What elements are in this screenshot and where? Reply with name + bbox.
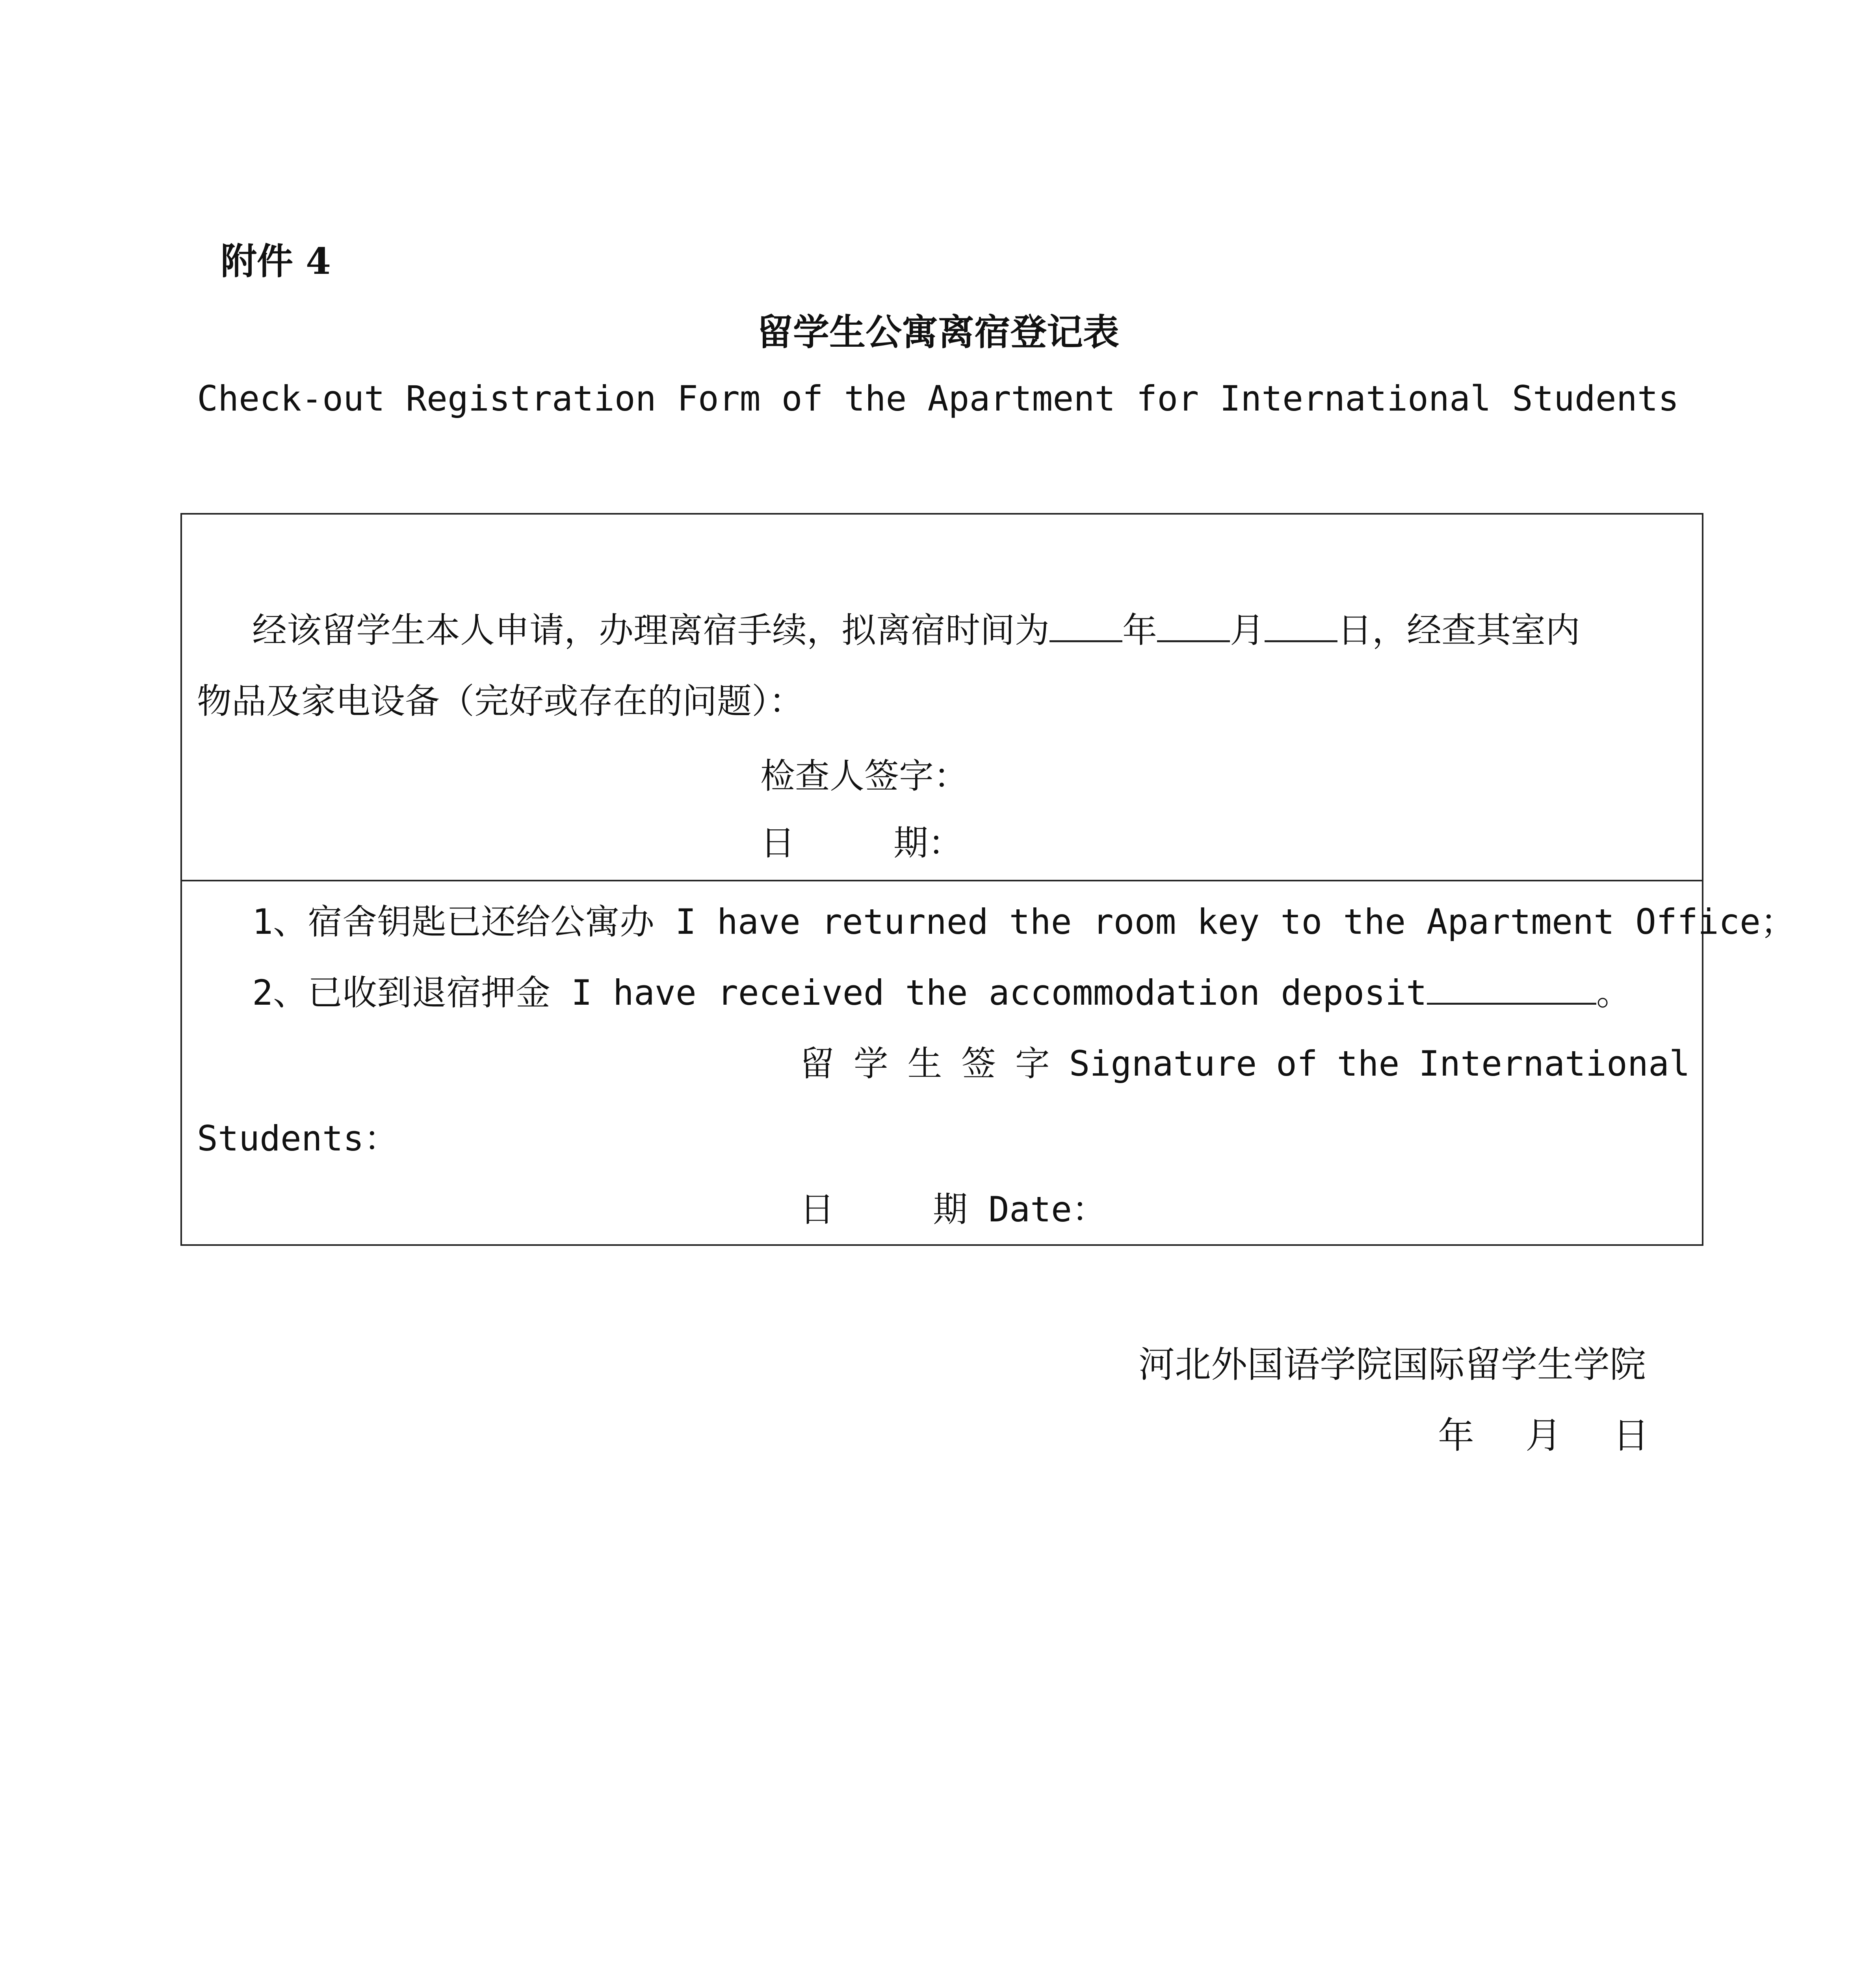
- signature-word: 签: [961, 1043, 996, 1084]
- inspection-date-label-2: 期：: [893, 823, 963, 863]
- signature-word: the: [1337, 1043, 1400, 1084]
- attachment-label: 附件 4: [221, 240, 331, 282]
- inspection-date-row: [760, 820, 963, 867]
- student-signature-label: [800, 1040, 1690, 1087]
- signature-word: International: [1419, 1043, 1690, 1084]
- deposit-received-text: 2、已收到退宿押金 I have received the accommodation deposit: [252, 972, 1427, 1013]
- student-signature-label-cont: Students：: [197, 1118, 399, 1159]
- form-title-english: Check-out Registration Form of the Apartment for International Students: [197, 378, 1679, 419]
- school-name: 河北外国语学院国际留学生学院: [1139, 1344, 1646, 1386]
- inspection-date-label-1: 日: [760, 823, 795, 863]
- signature-word: Signature: [1069, 1043, 1257, 1084]
- signature-word: of: [1276, 1043, 1318, 1084]
- signature-word: 字: [1015, 1043, 1050, 1084]
- checkout-month-field[interactable]: [1157, 609, 1230, 642]
- footer-month: 月: [1525, 1414, 1562, 1457]
- signature-word: 留: [800, 1043, 835, 1084]
- student-date-row: [800, 1186, 1107, 1233]
- signature-word: 学: [853, 1043, 888, 1084]
- deposit-received-statement: [252, 969, 1631, 1017]
- inspection-items-text: 物品及家电设备（完好或存在的问题）：: [197, 681, 804, 721]
- year-label: 年: [1122, 610, 1157, 650]
- checkout-intro: 经该留学生本人申请，办理离宿手续，拟离宿时间为: [252, 610, 1050, 650]
- checkout-day-field[interactable]: [1265, 609, 1337, 642]
- deposit-received-suffix: 。: [1596, 972, 1631, 1013]
- form-title-chinese: 留学生公寓离宿登记表: [756, 311, 1119, 353]
- month-label: 月: [1230, 610, 1265, 650]
- student-date-label-1: 日: [800, 1189, 835, 1230]
- table-divider: [180, 880, 1703, 881]
- checkout-request-text: [252, 607, 1580, 654]
- footer-year: 年: [1438, 1414, 1475, 1457]
- checkout-year-field[interactable]: [1049, 609, 1122, 642]
- inspector-signature-label: 检查人签字：: [760, 756, 969, 796]
- deposit-amount-field[interactable]: [1427, 971, 1596, 1005]
- key-returned-statement: 1、宿舍钥匙已还给公寓办 I have returned the room key to the Apartment Office；: [252, 901, 1795, 942]
- signature-word: 生: [907, 1043, 942, 1084]
- footer-date: [1438, 1407, 1649, 1459]
- student-date-label-2: 期 Date：: [933, 1189, 1107, 1230]
- footer-day: 日: [1613, 1414, 1649, 1457]
- day-label: 日，经查其室内: [1337, 610, 1581, 650]
